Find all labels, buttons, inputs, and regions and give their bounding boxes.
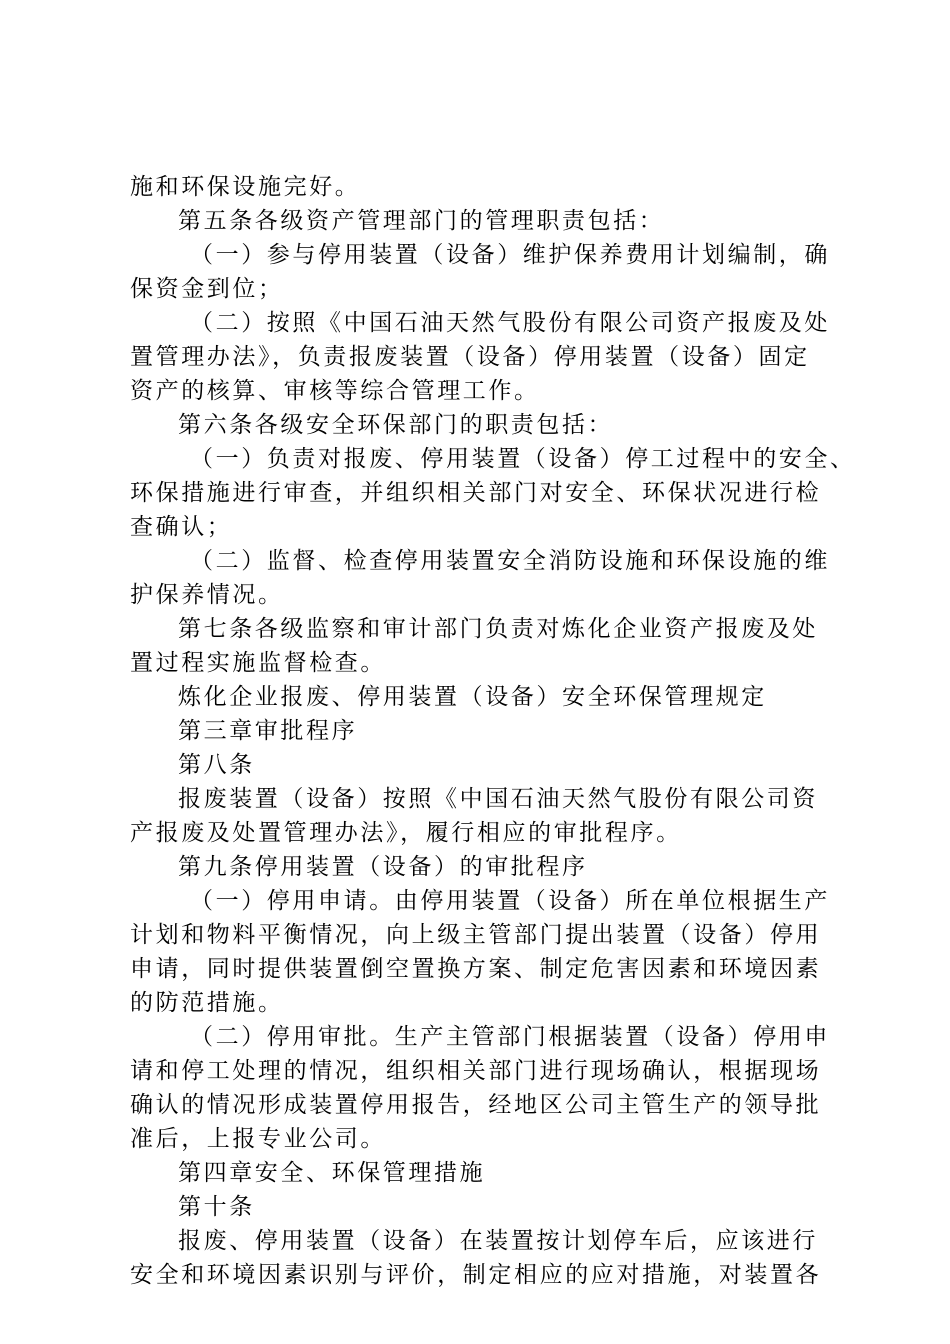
text-line: （一）停用申请。由停用装置（设备）所在单位根据生产 [190, 888, 830, 914]
text-line: 准后，上报专业公司。 [130, 1126, 386, 1152]
chapter-heading: 第四章安全、环保管理措施 [178, 1160, 486, 1186]
text-line: （二）停用审批。生产主管部门根据装置（设备）停用申 [190, 1024, 830, 1050]
text-line: 请和停工处理的情况，组织相关部门进行现场确认，根据现场 [130, 1058, 822, 1084]
text-line: （二）监督、检查停用装置安全消防设施和环保设施的维 [190, 548, 830, 574]
text-line: 计划和物料平衡情况，向上级主管部门提出装置（设备）停用 [130, 922, 822, 948]
article-heading: 第七条各级监察和审计部门负责对炼化企业资产报废及处 [178, 616, 818, 642]
document-title-line: 炼化企业报废、停用装置（设备）安全环保管理规定 [178, 684, 767, 710]
text-line: 护保养情况。 [130, 582, 284, 608]
text-line: 置管理办法》，负责报废装置（设备）停用装置（设备）固定 [130, 344, 810, 370]
text-line: （二）按照《中国石油天然气股份有限公司资产报废及处 [190, 310, 830, 336]
text-line: （一）参与停用装置（设备）维护保养费用计划编制，确 [190, 242, 830, 268]
text-line: 施和环保设施完好。 [130, 174, 361, 200]
text-line: 产报废及处置管理办法》，履行相应的审批程序。 [130, 820, 682, 846]
text-line: 报废装置（设备）按照《中国石油天然气股份有限公司资 [178, 786, 818, 812]
text-line: 确认的情况形成装置停用报告，经地区公司主管生产的领导批 [130, 1092, 822, 1118]
article-heading: 第十条 [178, 1194, 255, 1220]
article-heading: 第九条停用装置（设备）的审批程序 [178, 854, 588, 880]
text-line: 安全和环境因素识别与评价，制定相应的应对措施，对装置各 [130, 1262, 822, 1288]
text-line: 的防范措施。 [130, 990, 284, 1016]
article-heading: 第五条各级资产管理部门的管理职责包括： [178, 208, 665, 234]
text-line: 资产的核算、审核等综合管理工作。 [130, 378, 540, 404]
text-line: 查确认； [130, 514, 233, 540]
text-line: 申请，同时提供装置倒空置换方案、制定危害因素和环境因素 [130, 956, 822, 982]
text-line: 保资金到位； [130, 276, 284, 302]
text-line: 环保措施进行审查，并组织相关部门对安全、环保状况进行检 [130, 480, 822, 506]
text-line: 置过程实施监督检查。 [130, 650, 386, 676]
article-heading: 第六条各级安全环保部门的职责包括： [178, 412, 614, 438]
text-line: （一）负责对报废、停用装置（设备）停工过程中的安全、 [190, 446, 856, 472]
chapter-heading: 第三章审批程序 [178, 718, 358, 744]
article-heading: 第八条 [178, 752, 255, 778]
text-line: 报废、停用装置（设备）在装置按计划停车后，应该进行 [178, 1228, 818, 1254]
document-body [130, 170, 856, 1292]
